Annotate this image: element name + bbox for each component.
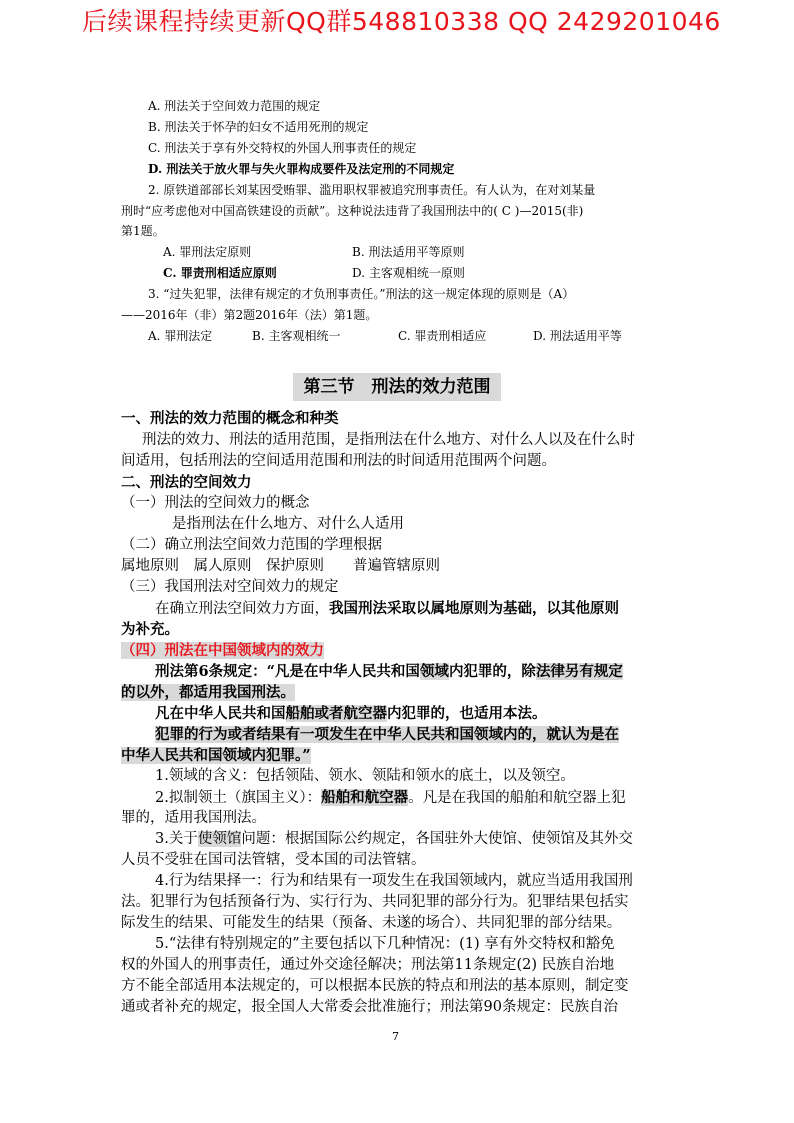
subheading-3-text-lead: 在确立刑法空间效力方面， <box>155 601 329 617</box>
note-2-line-2: 罪的，适用我国刑法。 <box>121 810 266 826</box>
article-6-paragraph-3-line-2 <box>121 745 681 766</box>
q2-line-3: 第1题。 <box>121 224 165 238</box>
article-6-text-b: 内犯罪的，除 <box>448 663 536 680</box>
q2-option-a: A. 罪刑法定原则 <box>163 245 252 259</box>
q3-option-b: B. 主客观相统一 <box>252 329 341 343</box>
article-6-p3-highlight-2: 中华人民共和国领域内犯罪。” <box>121 747 311 764</box>
note-2-text-b: 。凡是在我国的船舶和航空器上犯 <box>408 790 626 806</box>
territorial-principle-emphasis: 我国刑法采取以属地原则为基础，以其他原则 <box>329 600 619 617</box>
article-6-paragraph-2 <box>155 703 715 724</box>
note-5-line-4: 通或者补充的规定，报全国人大常委会批准施行；刑法第90条规定：民族自治 <box>121 999 618 1015</box>
q2-line-1: 2. 原铁道部部长刘某因受贿罪、滥用职权罪被追究刑事责任。有人认为，在对刘某量 <box>148 183 596 197</box>
page-number: 7 <box>392 1030 399 1043</box>
note-3-line-1 <box>155 829 715 850</box>
article-6-p2-text-a: 凡在中华人民共和国 <box>155 705 286 722</box>
q3-option-d: D. 刑法适用平等 <box>533 329 622 343</box>
q2-line-2: 刑时“应考虑他对中国高铁建设的贡献”。这种说法违背了我国刑法中的( C )—2015(非) <box>121 204 584 218</box>
note-1: 1.领域的含义：包括领陆、领水、领陆和领水的底土，以及领空。 <box>155 768 575 784</box>
watermark-banner: 后续课程持续更新QQ群548810338 QQ 2429201046 <box>82 7 721 36</box>
article-6-text-a: 刑法第6条规定：“凡是在中华人民共和国 <box>155 663 420 680</box>
subheading-4-highlight: （四）刑法在中国领域内的效力 <box>121 642 324 659</box>
heading-2: 二、刑法的空间效力 <box>121 474 252 491</box>
note-5-line-1: 5.“法律有特别规定的”主要包括以下几种情况：(1) 享有外交特权和豁免 <box>155 936 615 952</box>
note-5-line-3: 方不能全部适用本法规定的，可以根据本民族的特点和刑法的基本原则，制定变 <box>121 978 629 994</box>
note-2-line-1 <box>155 787 715 809</box>
subheading-4 <box>121 640 681 661</box>
article-6-line-1 <box>155 661 715 682</box>
subheading-1: （一）刑法的空间效力的概念 <box>121 495 310 511</box>
article-6-paragraph-3-line-1 <box>155 724 715 745</box>
q1-option-a: A. 刑法关于空间效力范围的规定 <box>148 99 321 113</box>
note-4-line-1: 4.行为结果择一：行为和结果有一项发生在我国领域内，就应当适用我国刑 <box>155 873 633 889</box>
article-6-p2-text-b: 内犯罪的，也适用本法。 <box>387 705 547 722</box>
note-3-text-a: 3.关于 <box>155 831 198 847</box>
article-6-highlight-territory: 领域 <box>419 663 449 680</box>
note-3-line-2: 人员不受驻在国司法管辖，受本国的司法管辖。 <box>121 852 426 868</box>
q2-option-b: B. 刑法适用平等原则 <box>352 245 465 259</box>
note-3-text-b: 问题：根据国际公约规定，各国驻外大使馆、使领馆及其外交 <box>241 831 633 847</box>
subheading-3-text-line-1 <box>155 598 715 620</box>
article-6-line-2 <box>121 682 681 703</box>
q3-option-a: A. 罪刑法定 <box>148 329 213 343</box>
q1-option-d: D. 刑法关于放火罪与失火罪构成要件及法定刑的不同规定 <box>148 162 455 176</box>
subheading-2: （二）确立刑法空间效力范围的学理根据 <box>121 537 382 553</box>
note-3-highlight-consulate: 使领馆 <box>197 831 242 847</box>
q2-option-d: D. 主客观相统一原则 <box>352 266 465 280</box>
q3-option-c: C. 罪责刑相适应 <box>398 329 487 343</box>
paragraph-1-line-2: 间适用，包括刑法的空间适用范围和刑法的时间适用范围两个问题。 <box>121 453 556 469</box>
q3-line-1: 3. “过失犯罪，法律有规定的才负刑事责任。”刑法的这一规定体现的原则是（A） <box>148 287 575 301</box>
article-6-line-2-highlight: 的以外，都适用我国刑法。 <box>121 684 295 701</box>
subheading-3-text-line-2: 为补充。 <box>121 621 179 638</box>
heading-1: 一、刑法的效力范围的概念和种类 <box>121 410 339 427</box>
article-6-p3-highlight-1: 犯罪的行为或者结果有一项发生在中华人民共和国领域内的，就认为是在 <box>155 726 619 743</box>
principles-list: 属地原则 属人原则 保护原则 普遍管辖原则 <box>121 558 440 574</box>
note-5-line-2: 权的外国人的刑事责任，通过外交途径解决；刑法第11条规定(2) 民族自治地 <box>121 957 615 973</box>
note-4-line-2: 法。犯罪行为包括预备行为、实行行为、共同犯罪的部分行为。犯罪结果包括实 <box>121 894 629 910</box>
q3-line-2: ——2016年（非）第2题2016年（法）第1题。 <box>121 308 378 322</box>
subheading-3: （三）我国刑法对空间效力的规定 <box>121 579 339 595</box>
q2-option-c: C. 罪责刑相适应原则 <box>163 266 277 280</box>
q1-option-c: C. 刑法关于享有外交特权的外国人刑事责任的规定 <box>148 141 417 155</box>
article-6-highlight-exception: 法律另有规定 <box>535 663 623 680</box>
note-2-text-a: 2.拟制领土（旗国主义）： <box>155 790 322 806</box>
paragraph-1-line-1: 刑法的效力、刑法的适用范围，是指刑法在什么地方、对什么人以及在什么时 <box>142 432 635 448</box>
note-2-highlight-vessels: 船舶和航空器 <box>321 789 409 806</box>
article-6-highlight-vessels: 船舶或者航空器 <box>285 705 387 722</box>
q1-option-b: B. 刑法关于怀孕的妇女不适用死刑的规定 <box>148 120 369 134</box>
subheading-1-text: 是指刑法在什么地方、对什么人适用 <box>172 516 404 532</box>
note-4-line-3: 际发生的结果、可能发生的结果（预备、未遂的场合）、共同犯罪的部分结果。 <box>121 915 622 931</box>
section-title: 第三节 刑法的效力范围 <box>293 373 501 401</box>
